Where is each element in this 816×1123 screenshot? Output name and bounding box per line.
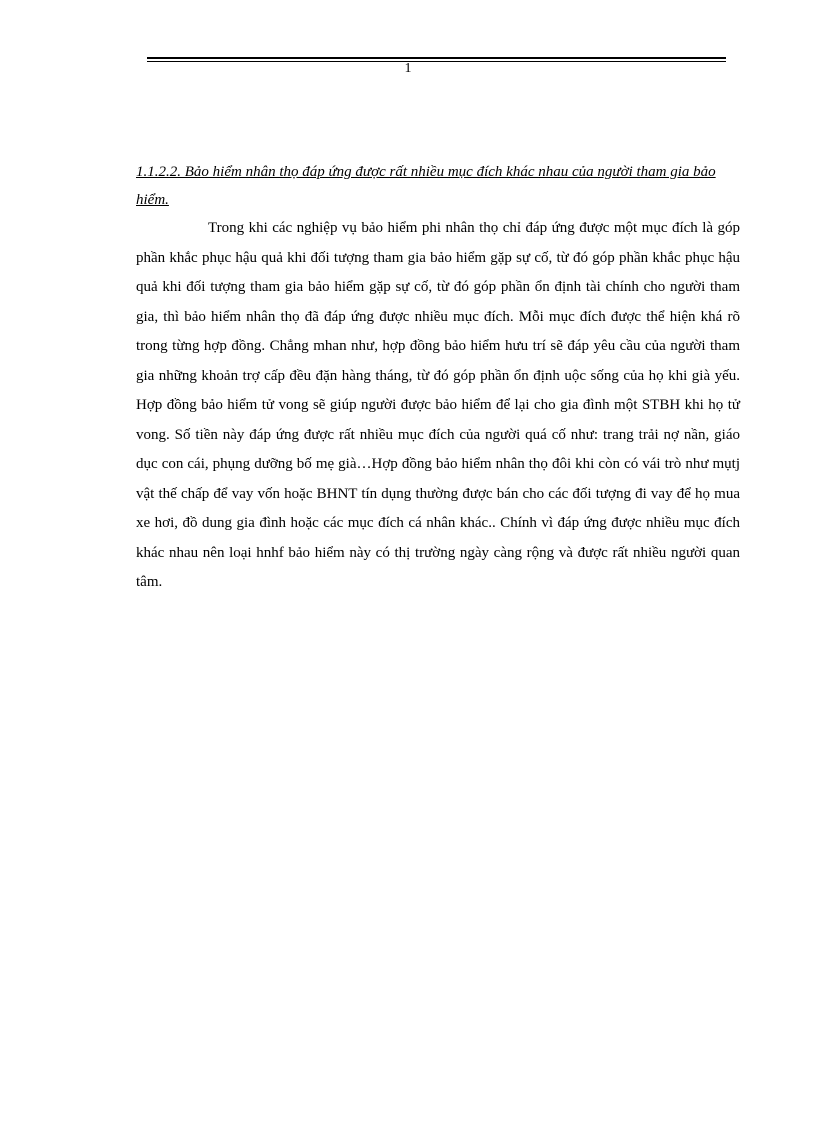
section-heading	[136, 158, 740, 214]
page-content	[136, 158, 740, 598]
section-heading-text: 1.1.2.2. Bảo hiểm nhân thọ đáp ứng được rất nhiều mục đích khác nhau của người tham gia bảo hiểm.	[136, 164, 716, 208]
page-number: 1	[404, 61, 412, 76]
body-paragraph: Trong khi các nghiệp vụ bảo hiểm phi nhân thọ chỉ đáp ứng được một mục đích là góp phần khắc phục hậu quả khi đối tượng tham gia bảo hiểm gặp sự cố, từ đó góp phần khắc phục hậu quả khi đối tượng tham gia bảo hiểm gặp sự cố, từ đó góp phần ổn định tài chính cho người tham gia, thì bảo hiểm nhân thọ đã đáp ứng được nhiều mục đích. Mỗi mục đích được thể hiện khá rõ trong từng hợp đồng. Chẳng mhan như, hợp đồng bảo hiểm hưu trí sẽ đáp yêu cầu của người tham gia những khoản trợ cấp đều đặn hàng tháng, từ đó góp phần ổn định uộc sống của họ khi già yếu. Hợp đồng bảo hiểm tử vong sẽ giúp người được bảo hiểm để lại cho gia đình một STBH khi họ tử vong. Số tiền này đáp ứng được rất nhiều mục đích của người quá cố như: trang trải nợ nần, giáo dục con cái, phụng dưỡng bố mẹ già…Hợp đồng bảo hiểm nhân thọ đôi khi còn có vái trò như mụtj vật thế chấp để vay vốn hoặc BHNT tín dụng thường được bán cho các đối tượng đi vay để họ mua xe hơi, đồ dung gia đình hoặc các mục đích cá nhân khác.. Chính vì đáp ứng được nhiều mục đích khác nhau nên loại hnhf bảo hiểm này có thị trường ngày càng rộng và được rất nhiều người quan tâm.	[136, 220, 740, 590]
